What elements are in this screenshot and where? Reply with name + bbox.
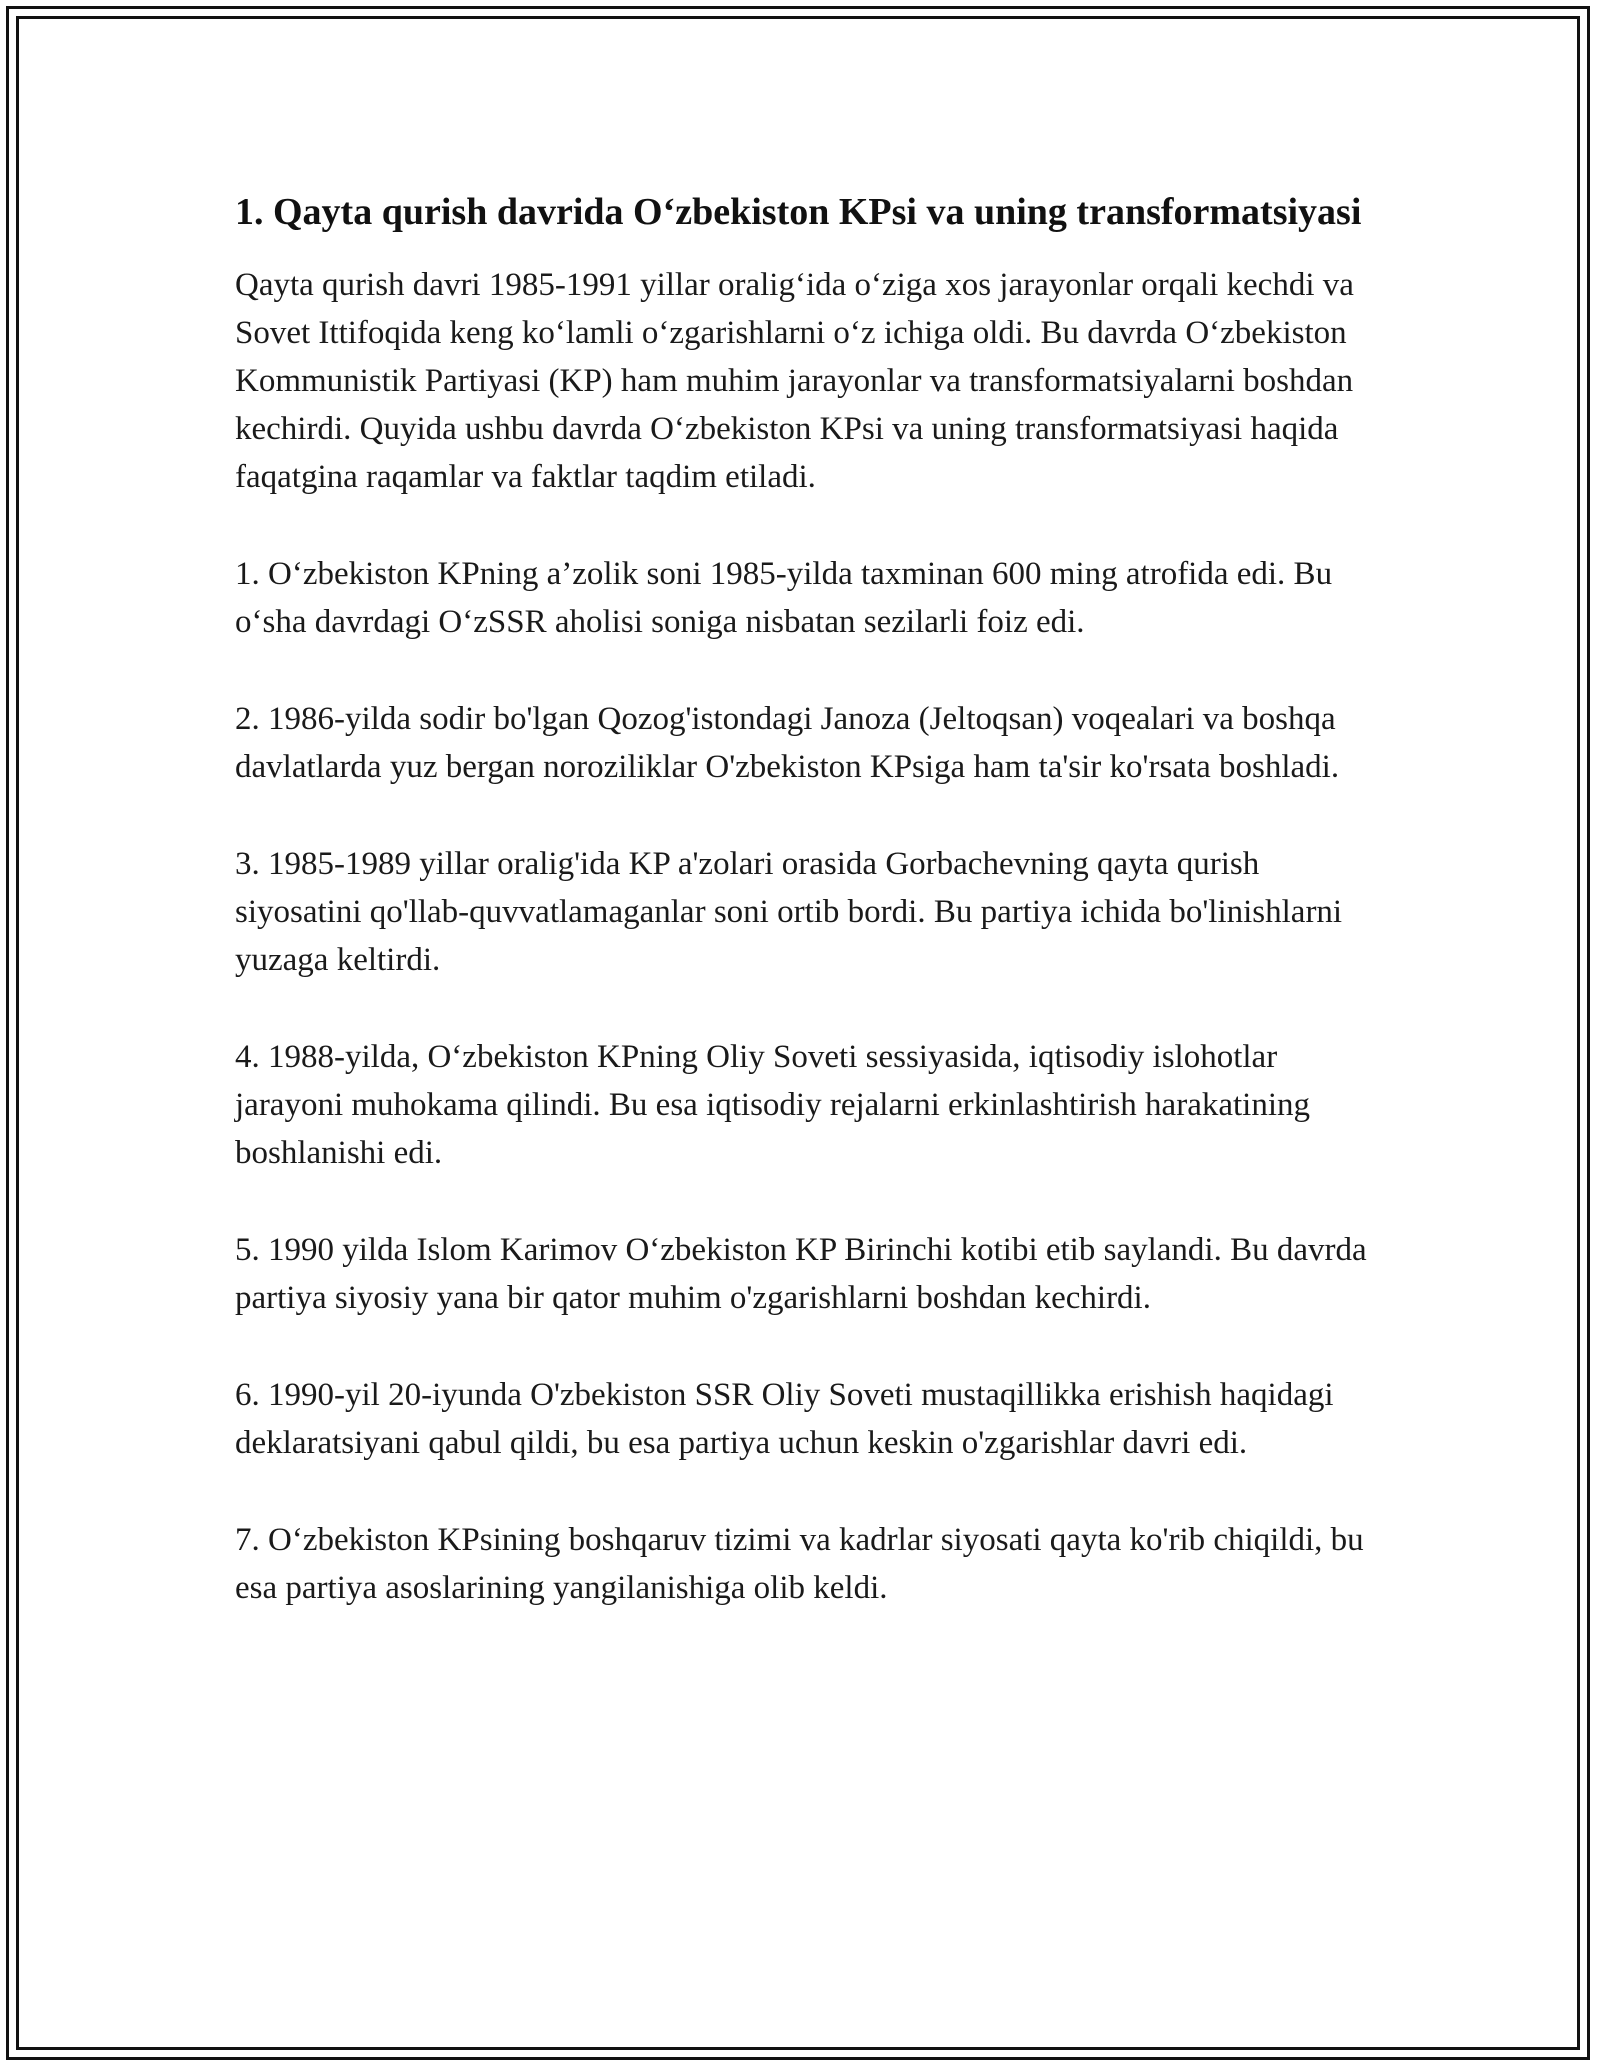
section-heading: 1. Qayta qurish davrida O‘zbekiston KPsi va uning transformatsiyasi	[235, 191, 1362, 233]
list-item-5: 5. 1990 yilda Islom Karimov O‘zbekiston KP Birinchi kotibi etib saylandi. Bu davrda partiya siyosiy yana bir qator muhim o'zgarishlarni boshdan kechirdi.	[235, 1232, 1367, 1316]
list-item-3: 3. 1985-1989 yillar oralig'ida KP a'zolari orasida Gorbachevning qayta qurish siyosatini qo'llab-quvvatlamaganlar soni ortib bordi. Bu partiya ichida bo'linishlarni yuzaga keltirdi.	[235, 846, 1343, 978]
list-item-1: 1. O‘zbekiston KPning a’zolik soni 1985-yilda taxminan 600 ming atrofida edi. Bu o‘sha davrdagi O‘zSSR aholisi soniga nisbatan sezilarli foiz edi.	[235, 556, 1333, 640]
intro-paragraph: Qayta qurish davri 1985-1991 yillar oralig‘ida o‘ziga xos jarayonlar orqali kechdi va Sovet Ittifoqida keng ko‘lamli o‘zgarishlarni o‘z ichiga oldi. Bu davrda O‘zbekiston Kommunistik Partiyasi (KP) ham muhim jarayonlar va transformatsiyalarni boshdan kechirdi. Quyida ushbu davrda O‘zbekiston KPsi va uning transformatsiyasi haqida faqatgina raqamlar va faktlar taqdim etiladi.	[235, 267, 1354, 495]
document-body	[235, 185, 1375, 1661]
list-item-2: 2. 1986-yilda sodir bo'lgan Qozog'istondagi Janoza (Jeltoqsan) voqealari va boshqa davlatlarda yuz bergan noroziliklar O'zbekiston KPsiga ham ta'sir ko'rsata boshladi.	[235, 701, 1340, 785]
list-item-4: 4. 1988-yilda, O‘zbekiston KPning Oliy Soveti sessiyasida, iqtisodiy islohotlar jarayoni muhokama qilindi. Bu esa iqtisodiy rejalarni erkinlashtirish harakatining boshlanishi edi.	[235, 1039, 1310, 1171]
list-item-7: 7. O‘zbekiston KPsining boshqaruv tizimi va kadrlar siyosati qayta ko'rib chiqildi, bu esa partiya asoslarining yangilanishiga olib keldi.	[235, 1522, 1364, 1606]
list-item-6: 6. 1990-yil 20-iyunda O'zbekiston SSR Oliy Soveti mustaqillikka erishish haqidagi deklaratsiyani qabul qildi, bu esa partiya uchun keskin o'zgarishlar davri edi.	[235, 1377, 1334, 1461]
